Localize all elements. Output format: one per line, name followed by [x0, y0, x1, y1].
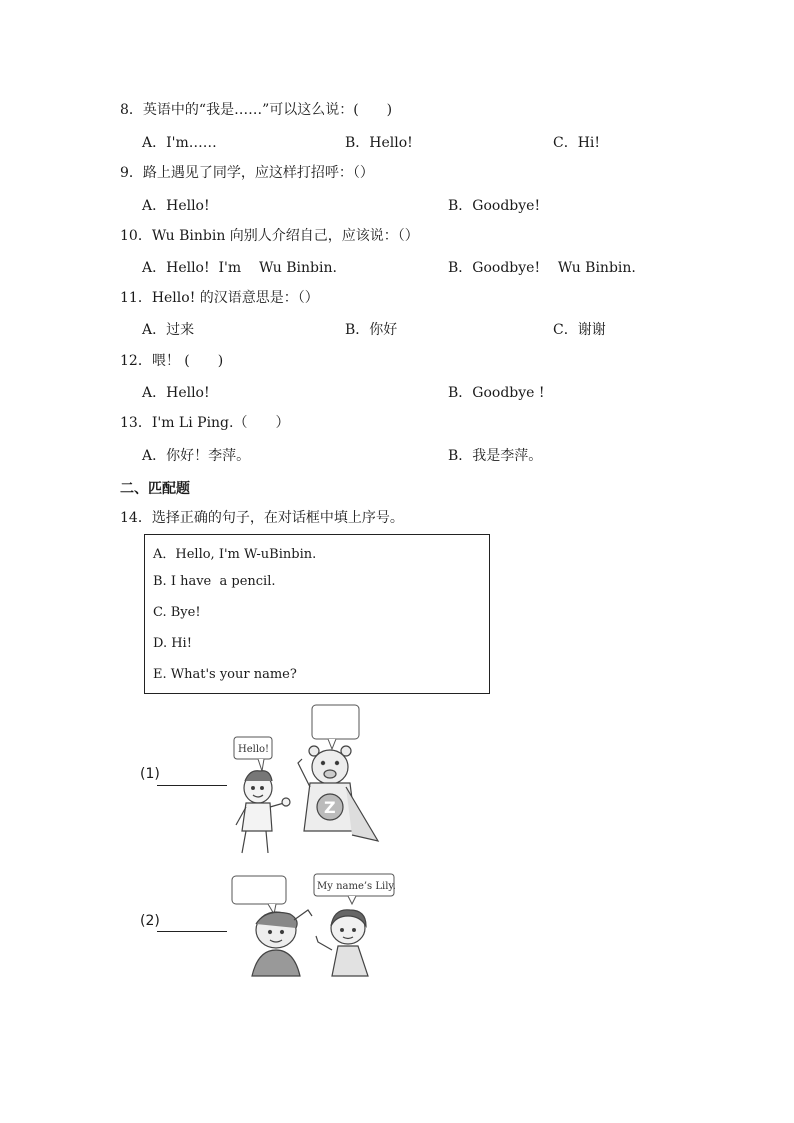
- question-10-stem: 10．Wu Binbin 向别人介绍自己，应该说：（）: [120, 228, 419, 244]
- question-8-stem: 8．英语中的“我是……”可以这么说：( ): [120, 102, 393, 118]
- question-13-stem: 13．I'm Li Ping.（ ）: [120, 415, 290, 431]
- bubble-my-name-text: My name’s Lily.: [317, 881, 396, 892]
- item-2-answer-blank[interactable]: [157, 931, 227, 932]
- question-11-option-a: A．过来: [142, 322, 195, 338]
- question-10-option-b: B．Goodbye! Wu Binbin.: [448, 260, 636, 276]
- question-11-option-b: B．你好: [345, 322, 398, 338]
- speech-bubble-hello: [234, 737, 272, 771]
- question-8-option-c: C．Hi!: [553, 135, 601, 151]
- choice-d: D. Hi!: [153, 636, 192, 651]
- speech-bubble-empty-2[interactable]: [232, 876, 286, 914]
- boy-and-bear-illustration: [228, 703, 393, 858]
- speech-bubble-empty-1[interactable]: [312, 705, 359, 749]
- question-9-stem: 9．路上遇见了同学，应这样打招呼：（）: [120, 165, 374, 181]
- choice-e: E. What's your name?: [153, 667, 297, 682]
- question-9-option-a: A．Hello!: [142, 198, 210, 214]
- question-12-stem: 12．喂！ ( ): [120, 353, 224, 369]
- question-13-option-a: A．你好！李萍。: [142, 448, 251, 464]
- question-11-stem: 11．Hello! 的汉语意思是：（）: [120, 290, 319, 306]
- girl-figure: [316, 910, 368, 976]
- question-8-option-a: A．I'm……: [142, 135, 217, 151]
- z-emblem: Z: [324, 798, 336, 817]
- question-14-stem: 14．选择正确的句子，在对话框中填上序号。: [120, 510, 404, 526]
- question-13-option-b: B．我是李萍。: [448, 448, 543, 464]
- section-title: 二、匹配题: [120, 481, 190, 497]
- question-9-option-b: B．Goodbye!: [448, 198, 541, 214]
- item-1-label: (1): [140, 766, 160, 782]
- question-12-option-a: A．Hello!: [142, 385, 210, 401]
- item-2-label: (2): [140, 913, 160, 929]
- choice-a: A．Hello, I'm W-uBinbin.: [153, 547, 317, 562]
- choices-box: [144, 534, 490, 694]
- boy-figure-2: [252, 910, 312, 976]
- item-1-answer-blank[interactable]: [157, 785, 227, 786]
- boy-and-girl-illustration: [228, 870, 398, 980]
- question-11-option-c: C．谢谢: [553, 322, 606, 338]
- bubble-hello-text: Hello!: [238, 744, 270, 755]
- boy-figure: [236, 771, 290, 853]
- bear-figure: [298, 746, 378, 841]
- choice-c: C. Bye!: [153, 605, 201, 620]
- choice-b: B. I have a pencil.: [153, 574, 276, 589]
- speech-bubble-my-name: [314, 874, 396, 904]
- question-12-option-b: B．Goodbye !: [448, 385, 545, 401]
- question-10-option-a: A．Hello! I'm Wu Binbin.: [142, 260, 337, 276]
- question-8-option-b: B．Hello!: [345, 135, 413, 151]
